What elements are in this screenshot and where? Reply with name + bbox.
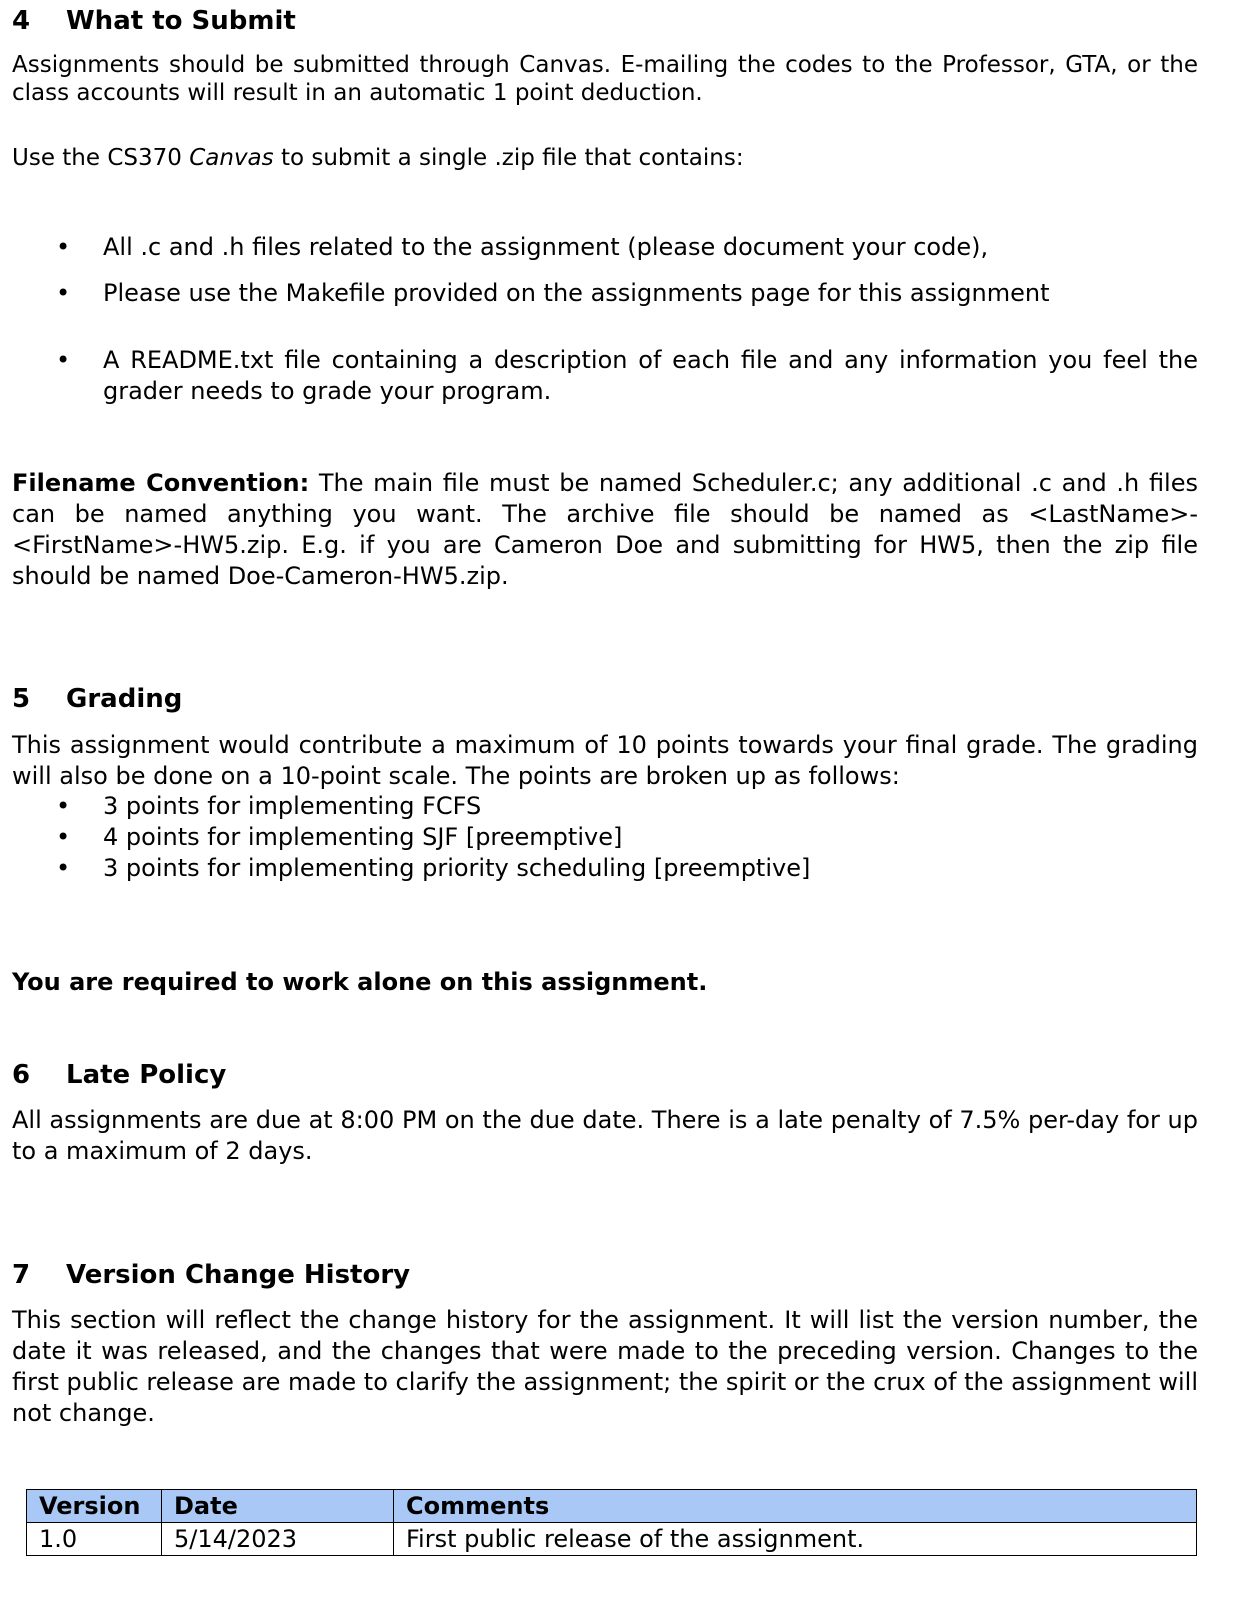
version-history-table	[26, 1489, 1197, 1556]
section-number: 7	[12, 1260, 31, 1290]
cell-comments: First public release of the assignment.	[394, 1523, 1197, 1556]
list-item: 3 points for implementing priority scheduling [preemptive]	[103, 854, 811, 882]
list-item: All .c and .h files related to the assignment (please document your code),	[103, 233, 989, 261]
late-policy-text: All assignments are due at 8:00 PM on the due date. There is a late penalty of 7.5% per-day for up to a maximum of 2 days.	[12, 1106, 1198, 1165]
cell-date: 5/14/2023	[162, 1523, 394, 1556]
zip-instructions: Use the CS370 Canvas to submit a single .zip file that contains:	[12, 145, 744, 171]
table-row	[27, 1523, 1197, 1556]
filename-convention: Filename Convention: The main file must be named Scheduler.c; any additional .c and .h files can be named anything you want. The archive file should be named as <LastName>-<FirstName>-HW5.zip. E.g. if you are Cameron Doe and submitting for HW5, then the zip file should be named Doe-Cameron-HW5.zip.	[12, 469, 1198, 590]
list-item: 3 points for implementing FCFS	[103, 792, 482, 820]
bullet-icon: •	[56, 346, 71, 374]
list-item: A README.txt file containing a description of each file and any information you feel the grader needs to grade your program.	[103, 346, 1198, 405]
submission-instructions: Assignments should be submitted through Canvas. E-mailing the codes to the Professor, GTA, or the class accounts will result in an automatic 1 point deduction.	[12, 52, 1198, 106]
cell-version: 1.0	[27, 1523, 162, 1556]
filename-convention-label: Filename Convention:	[12, 469, 310, 497]
list-item: Please use the Makefile provided on the assignments page for this assignment	[103, 279, 1050, 307]
bullet-icon: •	[56, 792, 71, 820]
section-title: What to Submit	[66, 6, 296, 36]
section-number: 4	[12, 6, 31, 36]
list-item: 4 points for implementing SJF [preemptive]	[103, 823, 623, 851]
section-number: 5	[12, 684, 31, 714]
header-version: Version	[27, 1490, 162, 1523]
section-title: Late Policy	[66, 1060, 227, 1090]
bullet-icon: •	[56, 854, 71, 882]
work-alone-note: You are required to work alone on this assignment.	[12, 968, 708, 996]
bullet-icon: •	[56, 279, 71, 307]
grading-description: This assignment would contribute a maximum of 10 points towards your final grade. The grading will also be done on a 10-point scale. The points are broken up as follows:	[12, 731, 1198, 790]
table-header-row	[27, 1490, 1197, 1523]
header-comments: Comments	[394, 1490, 1197, 1523]
bullet-icon: •	[56, 233, 71, 261]
bullet-icon: •	[56, 823, 71, 851]
section-title: Grading	[66, 684, 183, 714]
header-date: Date	[162, 1490, 394, 1523]
canvas-emphasis: Canvas	[189, 145, 274, 171]
change-history-text: This section will reflect the change history for the assignment. It will list the version number, the date it was released, and the changes that were made to the preceding version. Changes to the first public release are made to clarify the assignment; the spirit or the crux of the assignment will not change.	[12, 1306, 1198, 1427]
section-number: 6	[12, 1060, 31, 1090]
section-title: Version Change History	[66, 1260, 411, 1290]
